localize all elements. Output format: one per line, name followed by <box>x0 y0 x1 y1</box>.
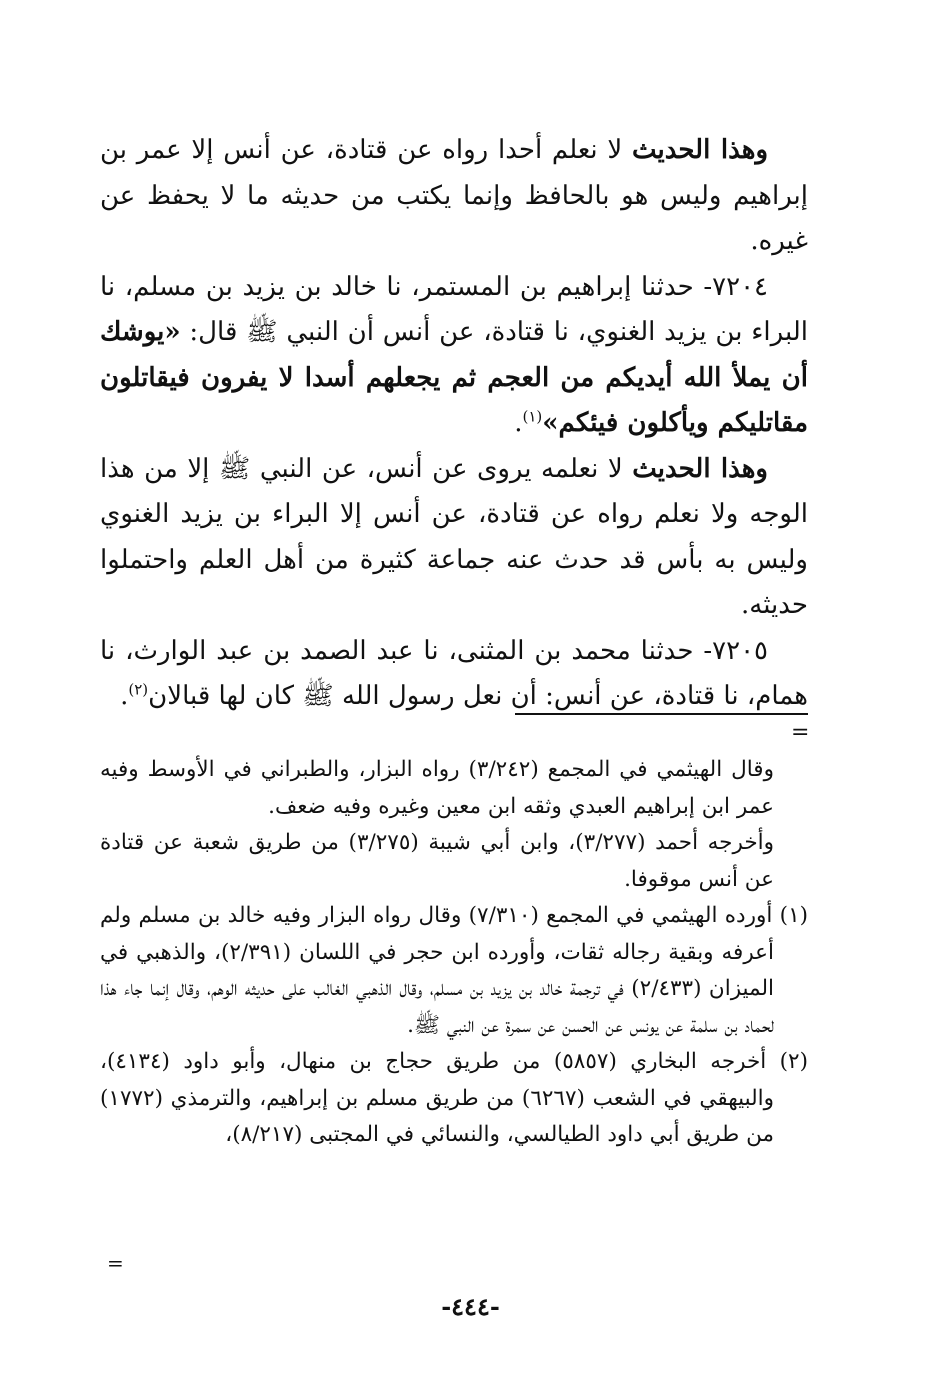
paragraph-3 <box>100 447 808 629</box>
footnote-continuation: وأخرجه أحمد (٣/٢٧٧)، وابن أبي شيبة (٣/٢٧٥) من طريق شعبة عن قتادة عن أنس موقوفا. <box>100 830 774 892</box>
continuation-mark: = <box>791 720 810 745</box>
paragraph-1 <box>100 128 808 265</box>
hadith-7204 <box>100 265 808 447</box>
main-text <box>100 128 808 720</box>
footnote-2: (٢) أخرجه البخاري (٥٨٥٧) من طريق حجاج بن منهال، وأبو داود (٤١٣٤)، والبيهقي في الشعب (٦٢٦٧) من طريق مسلم بن إبراهيم، والترمذي (١٧٧٢) من طريق أبي داود الطيالسي، والنسائي في المجتبى (٨/٢١٧)، <box>100 1049 808 1147</box>
isnad-text: ٧٢٠٤- حدثنا إبراهيم بن المستمر، نا خالد بن يزيد بن مسلم، نا البراء بن يزيد الغنوي، نا قتادة، عن أنس أن النبي ﷺ قال: <box>100 271 808 347</box>
hadith-matn: «يوشك أن يملأ الله أيديكم من العجم ثم يجعلهم أسدا لا يفرون فيقاتلون مقاتليكم ويأكلون فيئكم» <box>100 317 808 438</box>
footnote-ref-2[interactable]: (٢) <box>128 680 149 699</box>
period: . <box>120 681 129 711</box>
paragraph-text: لا نعلمه يروى عن أنس، عن النبي ﷺ إلا من هذا الوجه ولا نعلم رواه عن قتادة، عن أنس إلا البراء بن يزيد الغنوي وليس به بأس قد حدث عنه جماعة كثيرة من أهل العلم واحتملوا حديثه. <box>100 453 808 620</box>
paragraph-text: لا نعلم أحدا رواه عن قتادة، عن أنس إلا عمر بن إبراهيم وليس هو بالحافظ وإنما يكتب من حديثه ما لا يحفظ عن غيره. <box>100 135 808 256</box>
footnote-ref-1[interactable]: (١) <box>522 407 543 426</box>
footnotes <box>100 752 808 1154</box>
period: . <box>514 408 523 438</box>
hadith-text: ٧٢٠٥- حدثنا محمد بن المثنى، نا عبد الصمد بن عبد الوارث، نا همام، نا قتادة، عن أنس: أن نعل رسول الله ﷺ كان لها قبالان <box>100 635 808 711</box>
end-continuation-mark: = <box>107 1251 124 1275</box>
bold-lead: وهذا الحديث <box>631 135 768 165</box>
footnote-1: (١) أورده الهيثمي في المجمع (٧/٣١٠) وقال رواه البزار وفيه خالد بن مسلم ولم أعرفه وبقية رجاله ثقات، وأورده ابن حجر في اللسان (٢/٣٩١)، والذهبي في الميزان (٢/٤٣٣) في ترجمة خالد بن يزيد بن مسلم، وقال الذهبي الغالب على حديثه الوهم، وقال إنما جاء هذا لحماد بن سلمة عن يونس عن الحسن عن سمرة عن النبي ﷺ. <box>100 903 809 1038</box>
footnote-separator <box>515 713 808 715</box>
bold-lead: وهذا الحديث <box>632 453 768 484</box>
hadith-7205 <box>100 629 808 720</box>
footnote-continuation: وقال الهيثمي في المجمع (٣/٢٤٢) رواه البزار، والطبراني في الأوسط وفيه عمر ابن إبراهيم العبدي وثقه ابن معين وغيره وفيه ضعف. <box>100 757 774 819</box>
page-number: -٤٤٤- <box>441 1292 500 1321</box>
